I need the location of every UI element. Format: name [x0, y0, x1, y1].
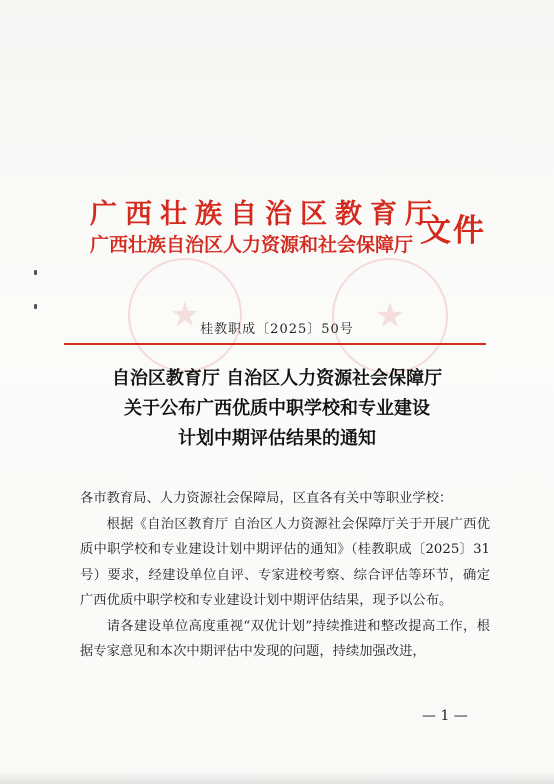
faint-seal-stamp [128, 258, 242, 372]
paragraph: 请各建设单位高度重视“双优计划”持续推进和整改提高工作，根据专家意见和本次中期评估中发现的问题，持续加强改进， [80, 618, 490, 659]
issuer-line-1: 广西壮族自治区教育厅 [90, 199, 440, 230]
document-body [80, 486, 490, 665]
document-word: 文件 [420, 213, 486, 249]
document-number: 桂教职成〔2025〕50号 [200, 322, 354, 337]
title-line-2: 关于公布广西优质中职学校和专业建设 [124, 398, 430, 419]
red-divider [64, 343, 486, 345]
title-line-3: 计划中期评估结果的通知 [178, 428, 376, 449]
issuer-line-2: 广西壮族自治区人力资源和社会保障厅 [90, 234, 414, 256]
document-title [0, 364, 554, 454]
addressee: 各市教育局、人力资源社会保障局，区直各有关中等职业学校： [80, 491, 453, 506]
page-number: — 1 — [422, 708, 468, 724]
seal-star-icon: ★ [374, 296, 406, 336]
scan-mark [34, 270, 37, 275]
paragraph: 根据《自治区教育厅 自治区人力资源社会保障厅关于开展广西优质中职学校和专业建设计划中期评估的通知》（桂教职成〔2025〕31号）要求，经建设单位自评、专家进校考察、综合评估等环节，确定广西优质中职学校和专业建设计划中期评估结果，现予以公布。 [80, 516, 490, 608]
seal-star-icon: ★ [169, 295, 201, 335]
scan-mark [34, 304, 37, 309]
title-line-1: 自治区教育厅 自治区人力资源社会保障厅 [111, 368, 443, 389]
faint-seal-stamp [332, 258, 448, 374]
document-header [90, 192, 520, 262]
page-edge-shadow [0, 772, 554, 784]
